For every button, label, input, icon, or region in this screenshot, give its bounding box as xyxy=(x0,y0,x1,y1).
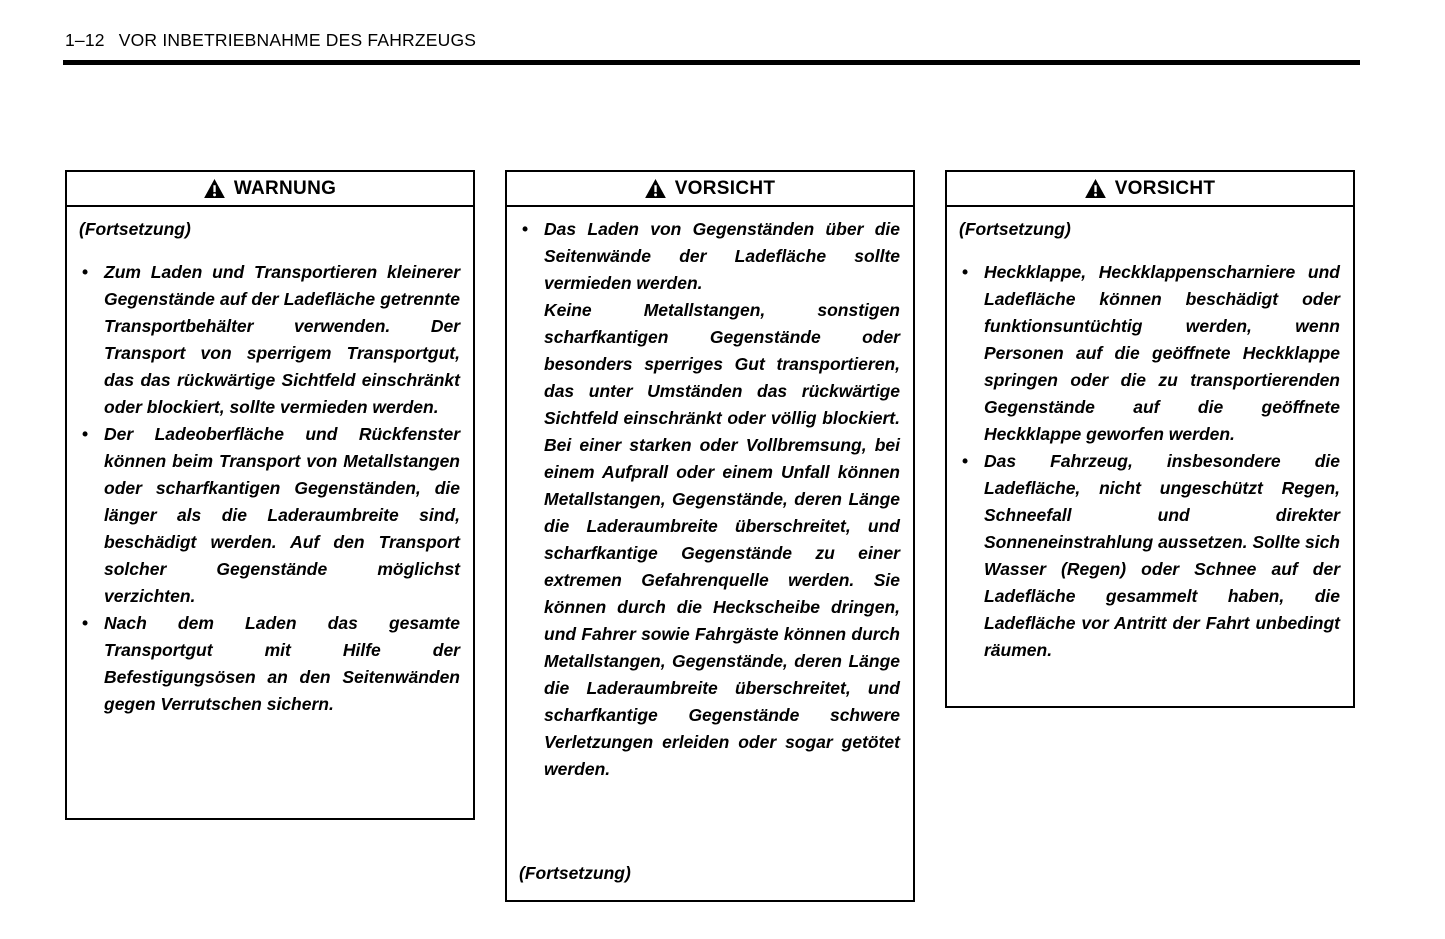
bullet-text: • Der Ladeoberfläche und Rückfenster können beim Transport von Metallstangen oder scharfkantigen Gegenständen, die länger als die Laderaumbreite sind, beschädigt werden. Auf den Transport solcher Gegenstände möglichst verzichten. xyxy=(104,424,460,606)
list-item xyxy=(79,259,460,421)
continuation-note-top: (Fortsetzung) xyxy=(79,219,191,239)
section-number: 1–12 xyxy=(65,30,105,50)
warning-box-title xyxy=(67,172,473,207)
warning-box-body xyxy=(67,207,473,818)
page-header xyxy=(65,30,476,51)
caution-box-2-title-text: VORSICHT xyxy=(1114,177,1216,199)
list-item xyxy=(519,216,900,783)
warning-triangle-icon xyxy=(204,179,225,198)
caution-box-1 xyxy=(505,170,915,902)
list-item xyxy=(959,259,1340,448)
list-item xyxy=(79,421,460,610)
list-item xyxy=(959,448,1340,664)
continuation-note-top: (Fortsetzung) xyxy=(959,219,1071,239)
header-rule xyxy=(63,60,1360,65)
page-title: VOR INBETRIEBNAHME DES FAHRZEUGS xyxy=(118,30,477,50)
bullet-list xyxy=(79,259,460,718)
caution-box-2-title xyxy=(947,172,1353,207)
bullet-text: • Das Fahrzeug, insbesondere die Ladefläche, nicht ungeschützt Regen, Schneefall und direkter Sonneneinstrahlung aussetzen. Sollte sich Wasser (Regen) oder Schnee auf der Ladefläche gesammelt haben, die Ladefläche vor Antritt der Fahrt unbedingt räumen. xyxy=(984,451,1340,660)
warning-triangle-icon xyxy=(1085,179,1106,198)
bullet-list xyxy=(959,259,1340,664)
caution-box-1-title xyxy=(507,172,913,207)
warning-box-title-text: WARNUNG xyxy=(233,177,337,199)
list-item xyxy=(79,610,460,718)
bullet-text: • Nach dem Laden das gesamte Transportgut mit Hilfe der Befestigungsösen an den Seitenwänden gegen Verrutschen sichern. xyxy=(104,613,460,714)
bullet-text-continued: Keine Metallstangen, sonstigen scharfkantigen Gegenstände oder besonders sperriges Gut transportieren, das unter Umständen das rückwärtige Sichtfeld einschränkt oder völlig blockiert. Bei einer starken oder Vollbremsung, bei einem Aufprall oder einem Unfall können Metallstangen, Gegenstände, deren Länge die Laderaumbreite überschreitet, und scharfkantige Gegenstände zu einer extremen Gefahrenquelle werden. Sie können durch die Heckscheibe dringen, und Fahrer sowie Fahrgäste können durch Metallstangen, Gegenstände, deren Länge die Laderaumbreite überschreitet, und scharfkantige Gegenstände schwere Verletzungen erleiden oder sogar getötet werden. xyxy=(544,300,900,779)
bullet-list xyxy=(519,216,900,783)
warning-box xyxy=(65,170,475,820)
caution-box-1-title-text: VORSICHT xyxy=(674,177,776,199)
warning-triangle-icon xyxy=(645,179,666,198)
caution-box-1-body xyxy=(507,207,913,900)
continuation-note-bottom: (Fortsetzung) xyxy=(519,863,631,883)
bullet-text: • Heckklappe, Heckklappenscharniere und Ladefläche können beschädigt oder funktionsuntüchtig werden, wenn Personen auf die geöffnete Heckklappe springen oder die zu transportierenden Gegenstände auf die geöffnete Heckklappe geworfen werden. xyxy=(984,262,1340,444)
caution-box-2 xyxy=(945,170,1355,708)
bullet-text: • Das Laden von Gegenständen über die Seitenwände der Ladefläche sollte vermieden werden. xyxy=(544,219,900,293)
bullet-text: • Zum Laden und Transportieren kleinerer Gegenstände auf der Ladefläche getrennte Transportbehälter verwenden. Der Transport von sperrigem Transportgut, das das rückwärtige Sichtfeld einschränkt oder blockiert, sollte vermieden werden. xyxy=(104,262,460,417)
caution-box-2-body xyxy=(947,207,1353,706)
